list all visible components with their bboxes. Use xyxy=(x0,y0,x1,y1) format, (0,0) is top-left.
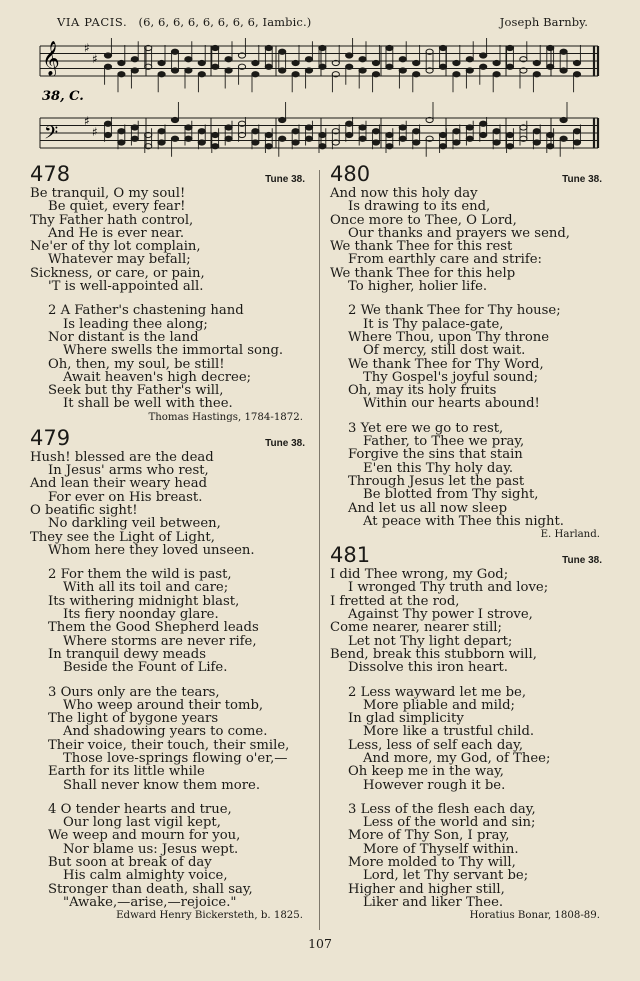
note-head xyxy=(171,117,178,122)
verse-line: Ne'er of thy lot complain, xyxy=(30,239,201,255)
note-head xyxy=(480,132,487,137)
verse-line: More of Thyself within. xyxy=(363,841,519,857)
verse-line: We weep and mourn for you, xyxy=(48,828,241,844)
note-head xyxy=(212,144,219,149)
column-divider xyxy=(319,170,320,930)
note-head xyxy=(506,45,513,50)
verse-line: Let not Thy light depart; xyxy=(348,633,513,649)
verse-line: E'en this Thy holy day. xyxy=(363,460,514,476)
verse-line: And now this holy day xyxy=(330,186,478,201)
page-number: 107 xyxy=(308,936,332,951)
verse-line: For ever on His breast. xyxy=(48,489,203,505)
note-head xyxy=(453,140,460,145)
verse-line: Where storms are never rife, xyxy=(63,633,257,649)
note-head xyxy=(279,49,286,54)
note-head xyxy=(399,136,406,141)
stanza xyxy=(330,686,610,792)
note-head xyxy=(466,125,473,130)
verse-line: 4 O tender hearts and true, xyxy=(48,801,232,817)
stanza xyxy=(30,803,313,909)
note-head xyxy=(225,68,232,73)
hymn-number: 481 xyxy=(330,543,371,568)
note-head xyxy=(453,60,460,65)
note-head xyxy=(493,72,500,77)
note-head xyxy=(453,129,460,134)
note-head xyxy=(185,57,192,62)
verse-line: Where swells the immortal song. xyxy=(63,343,284,359)
verse-line: Thy Father hath control, xyxy=(30,212,194,228)
hymn-479 xyxy=(30,425,313,922)
verse-line: And He is ever near. xyxy=(48,225,185,241)
sharp-icon: ♯ xyxy=(84,41,90,55)
note-head xyxy=(573,72,580,77)
hymn-number: 478 xyxy=(30,162,71,186)
note-head xyxy=(212,132,219,137)
note-head xyxy=(265,144,272,149)
verse-line: I fretted at the rod, xyxy=(330,593,460,609)
verse-line: More molded to Thy will, xyxy=(348,855,516,871)
note-head xyxy=(305,125,312,130)
left-column xyxy=(30,162,313,927)
stanza xyxy=(330,187,610,293)
hymn-481 xyxy=(330,543,610,922)
verse-line: It is Thy palace-gate, xyxy=(363,316,504,332)
note-head xyxy=(118,129,125,134)
verse-line: 2 A Father's chastening hand xyxy=(48,303,244,319)
stanza xyxy=(30,451,313,557)
note-head xyxy=(279,136,286,141)
note-head xyxy=(279,117,286,122)
note-head xyxy=(533,60,540,65)
note-head xyxy=(319,45,326,50)
note-head xyxy=(493,129,500,134)
note-head xyxy=(171,68,178,73)
note-head xyxy=(372,140,379,145)
note-head xyxy=(560,136,567,141)
verse-line: Nor distant is the land xyxy=(48,329,199,345)
verse-line: We thank Thee for Thy Word, xyxy=(348,356,544,372)
verse-line: We thank Thee for this help xyxy=(330,265,516,281)
verse-line: More pliable and mild; xyxy=(363,697,515,713)
note-head xyxy=(372,60,379,65)
verse-line: Oh, then, my soul, be still! xyxy=(48,356,225,372)
music-score xyxy=(36,38,602,168)
note-head xyxy=(480,64,487,69)
note-head xyxy=(547,64,554,69)
note-head xyxy=(158,60,165,65)
note-head xyxy=(212,64,219,69)
stanza xyxy=(30,568,313,674)
note-head xyxy=(506,64,513,69)
sharp-icon: ♯ xyxy=(92,52,98,66)
verse-line: Through Jesus let the past xyxy=(348,473,525,489)
verse-line: Once more to Thee, O Lord, xyxy=(330,212,517,228)
note-head xyxy=(359,68,366,73)
verse-line: Less, less of self each day, xyxy=(348,737,524,753)
note-head xyxy=(185,68,192,73)
note-head xyxy=(252,129,259,134)
verse-line: At peace with Thee this night. xyxy=(363,513,564,529)
verse-line: Our thanks and prayers we send, xyxy=(348,225,570,241)
author: E. Harland. xyxy=(540,529,600,541)
note-head xyxy=(225,57,232,62)
verse-line: Hush! blessed are the dead xyxy=(30,449,214,465)
note-head xyxy=(319,132,326,137)
note-head xyxy=(252,72,259,77)
note-head xyxy=(305,57,312,62)
note-head xyxy=(480,121,487,126)
verse-line: Them the Good Shepherd leads xyxy=(48,620,259,636)
note-head xyxy=(292,140,299,145)
hymn-478 xyxy=(30,162,313,423)
note-head xyxy=(547,45,554,50)
note-head xyxy=(104,121,111,126)
note-head xyxy=(104,64,111,69)
verse-line: 3 Less of the flesh each day, xyxy=(348,801,536,817)
note-head xyxy=(372,129,379,134)
verse-line: Father, to Thee we pray, xyxy=(363,434,525,450)
verse-line: With all its toil and care; xyxy=(63,580,229,596)
note-head xyxy=(252,140,259,145)
stanza xyxy=(330,422,610,528)
verse-line: Whom here they loved unseen. xyxy=(48,542,255,558)
note-head xyxy=(346,53,353,58)
verse-line: The light of bygone years xyxy=(48,711,219,727)
note-head xyxy=(466,136,473,141)
note-head xyxy=(439,144,446,149)
note-head xyxy=(305,136,312,141)
verse-line: Be tranquil, O my soul! xyxy=(30,186,186,201)
composer: Joseph Barnby. xyxy=(499,15,588,29)
verse-line: Lord, let Thy servant be; xyxy=(363,868,529,884)
note-head xyxy=(158,72,165,77)
verse-line: From earthly care and strife: xyxy=(348,252,542,268)
stanza xyxy=(30,304,313,410)
note-head xyxy=(359,125,366,130)
verse-line: Dissolve this iron heart. xyxy=(348,660,509,676)
verse-line: They see the Light of Light, xyxy=(30,529,215,545)
note-head xyxy=(292,129,299,134)
verse-line: I did Thee wrong, my God; xyxy=(330,567,509,583)
hymn-number: 479 xyxy=(30,425,71,450)
author: Thomas Hastings, 1784-1872. xyxy=(148,411,303,423)
verse-line: But soon at break of day xyxy=(48,855,212,871)
note-head xyxy=(185,125,192,130)
note-head xyxy=(225,125,232,130)
verse-line: Come nearer, nearer still; xyxy=(330,620,502,636)
verse-line: And lean their weary head xyxy=(30,476,208,492)
tune-ref: Tune 38. xyxy=(265,174,305,185)
verse-line: More like a trustful child. xyxy=(363,724,535,740)
verse-line: 'T is well-appointed all. xyxy=(48,279,204,295)
verse-line: In tranquil dewy meads xyxy=(48,646,206,662)
note-head xyxy=(305,68,312,73)
note-head xyxy=(131,136,138,141)
note-head xyxy=(252,60,259,65)
note-head xyxy=(225,136,232,141)
note-head xyxy=(292,60,299,65)
note-head xyxy=(439,64,446,69)
tune-ref: Tune 38. xyxy=(562,555,602,567)
note-head xyxy=(466,68,473,73)
note-head xyxy=(533,72,540,77)
note-head xyxy=(560,117,567,122)
sharp-icon: ♯ xyxy=(84,114,90,128)
verse-line: Bend, break this stubborn will, xyxy=(330,646,537,662)
note-head xyxy=(171,136,178,141)
note-head xyxy=(265,132,272,137)
note-head xyxy=(413,129,420,134)
verse-line: Earth for its little while xyxy=(48,764,205,780)
verse-line: Sickness, or care, or pain, xyxy=(30,265,205,281)
note-head xyxy=(399,125,406,130)
verse-line: 2 We thank Thee for Thy house; xyxy=(348,303,561,319)
note-head xyxy=(480,53,487,58)
note-head xyxy=(131,125,138,130)
note-head xyxy=(118,60,125,65)
verse-line: Beside the Fount of Life. xyxy=(63,660,228,676)
verse-line: To higher, holier life. xyxy=(348,279,488,295)
note-head xyxy=(346,132,353,137)
verse-line: Oh, may its holy fruits xyxy=(348,383,497,399)
note-head xyxy=(386,144,393,149)
note-head xyxy=(573,129,580,134)
note-head xyxy=(158,140,165,145)
note-head xyxy=(359,57,366,62)
verse-line: Those love-springs flowing o'er,— xyxy=(63,750,288,766)
author: Edward Henry Bickersteth, b. 1825. xyxy=(116,910,303,922)
note-head xyxy=(265,45,272,50)
verse-line: Liker and liker Thee. xyxy=(363,894,504,910)
note-head xyxy=(547,144,554,149)
note-head xyxy=(493,60,500,65)
verse-line: Is drawing to its end, xyxy=(348,199,491,215)
note-head xyxy=(171,49,178,54)
note-head xyxy=(399,68,406,73)
stanza xyxy=(330,304,610,410)
verse-line: Nor blame us: Jesus wept. xyxy=(63,841,239,857)
verse-line: Its withering midnight blast, xyxy=(48,593,240,609)
verse-line: And more, my God, of Thee; xyxy=(363,750,551,766)
note-head xyxy=(413,140,420,145)
stanza xyxy=(30,187,313,293)
verse-line: We thank Thee for this rest xyxy=(330,239,513,255)
verse-line: Seek but thy Father's will, xyxy=(48,383,224,399)
verse-line: Oh keep me in the way, xyxy=(348,764,504,780)
time-label: 38, C. xyxy=(42,89,84,104)
note-head xyxy=(198,129,205,134)
note-head xyxy=(547,132,554,137)
note-head xyxy=(118,72,125,77)
note-head xyxy=(573,60,580,65)
verse-line: Stronger than death, shall say, xyxy=(48,881,253,897)
sharp-icon: ♯ xyxy=(92,125,98,139)
note-head xyxy=(198,72,205,77)
verse-line: 2 Less wayward let me be, xyxy=(348,684,527,700)
verse-line: No darkling veil between, xyxy=(48,516,221,532)
verse-line: Shall never know them more. xyxy=(63,777,261,793)
verse-line: In Jesus' arms who rest, xyxy=(48,463,209,479)
verse-line: Its fiery noonday glare. xyxy=(63,607,219,623)
note-head xyxy=(560,68,567,73)
note-head xyxy=(104,53,111,58)
note-head xyxy=(533,129,540,134)
note-head xyxy=(346,121,353,126)
note-head xyxy=(372,72,379,77)
verse-line: Their voice, their touch, their smile, xyxy=(48,737,290,753)
stanza xyxy=(30,686,313,792)
note-head xyxy=(413,60,420,65)
note-head xyxy=(466,57,473,62)
verse-line: Less of the world and sin; xyxy=(363,815,536,831)
note-head xyxy=(265,64,272,69)
note-head xyxy=(386,64,393,69)
verse-line: Who weep around their tomb, xyxy=(63,697,264,713)
tune-meter: (6, 6, 6, 6, 6, 6, 6, 6, Iambic.) xyxy=(138,15,312,29)
verse-line: It shall be well with thee. xyxy=(63,396,233,412)
note-head xyxy=(319,64,326,69)
note-head xyxy=(131,68,138,73)
verse-line: 2 For them the wild is past, xyxy=(48,567,232,583)
verse-line: O beatific sight! xyxy=(30,502,138,518)
verse-line: Of mercy, still dost wait. xyxy=(363,343,526,359)
verse-line: 3 Ours only are the tears, xyxy=(48,684,220,700)
verse-line: In glad simplicity xyxy=(348,711,464,727)
verse-line: Is leading thee along; xyxy=(63,316,208,332)
stanza xyxy=(330,803,610,909)
note-head xyxy=(198,60,205,65)
tune-name: VIA PACIS. xyxy=(57,15,128,29)
note-head xyxy=(319,144,326,149)
note-head xyxy=(399,57,406,62)
hymn-number: 480 xyxy=(330,162,371,186)
verse-line: And shadowing years to come. xyxy=(63,724,268,740)
note-head xyxy=(359,136,366,141)
note-head xyxy=(212,45,219,50)
verse-line: And let us all now sleep xyxy=(348,500,508,516)
note-head xyxy=(131,57,138,62)
note-head xyxy=(453,72,460,77)
note-head xyxy=(439,132,446,137)
verse-line: Within our hearts abound! xyxy=(363,396,540,412)
bass-clef-icon: 𝄢 xyxy=(44,123,59,148)
note-head xyxy=(533,140,540,145)
verse-line: More of Thy Son, I pray, xyxy=(348,828,510,844)
verse-line: His calm almighty voice, xyxy=(63,868,228,884)
verse-line: Thy Gospel's joyful sound; xyxy=(363,369,539,385)
tune-ref: Tune 38. xyxy=(265,437,305,449)
treble-clef-icon: 𝄞 xyxy=(42,41,60,76)
verse-line: Await heaven's high decree; xyxy=(63,369,252,385)
tune-ref: Tune 38. xyxy=(562,174,602,185)
note-head xyxy=(346,64,353,69)
verse-line: 3 Yet ere we go to rest, xyxy=(348,420,504,436)
verse-line: However rough it be. xyxy=(363,777,506,793)
note-head xyxy=(560,49,567,54)
note-head xyxy=(198,140,205,145)
note-head xyxy=(118,140,125,145)
verse-line: Where Thou, upon Thy throne xyxy=(348,329,550,345)
tune-header xyxy=(57,15,311,29)
stanza xyxy=(330,568,610,674)
note-head xyxy=(158,129,165,134)
verse-line: Be blotted from Thy sight, xyxy=(363,487,539,503)
note-head xyxy=(493,140,500,145)
author: Horatius Bonar, 1808-89. xyxy=(469,910,600,922)
verse-line: Be quiet, every fear! xyxy=(48,199,186,215)
verse-line: Forgive the sins that stain xyxy=(348,447,523,463)
right-column xyxy=(330,162,610,927)
note-head xyxy=(386,45,393,50)
verse-line: I wronged Thy truth and love; xyxy=(348,580,549,596)
note-head xyxy=(104,132,111,137)
verse-line: Whatever may befall; xyxy=(48,252,191,268)
note-head xyxy=(185,136,192,141)
note-head xyxy=(292,72,299,77)
note-head xyxy=(279,68,286,73)
note-head xyxy=(573,140,580,145)
verse-line: Higher and higher still, xyxy=(348,881,505,897)
verse-line: Against Thy power I strove, xyxy=(348,607,533,623)
hymn-480 xyxy=(330,162,610,541)
verse-line: "Awake,—arise,—rejoice." xyxy=(63,894,237,910)
note-head xyxy=(413,72,420,77)
note-head xyxy=(506,132,513,137)
note-head xyxy=(386,132,393,137)
note-head xyxy=(506,144,513,149)
verse-line: Our long last vigil kept, xyxy=(63,815,221,831)
note-head xyxy=(439,45,446,50)
